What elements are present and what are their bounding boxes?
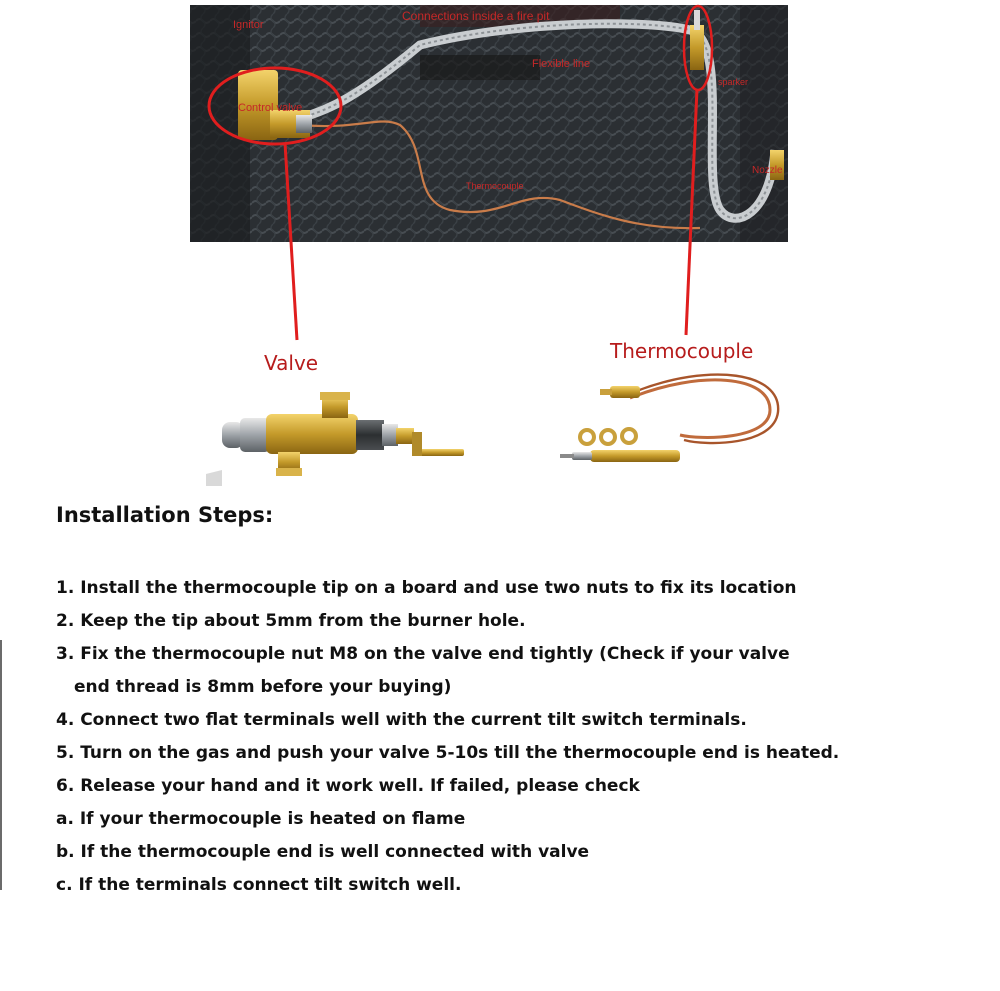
check-item: c. If the terminals connect tilt switch well. [56,875,462,895]
step-item: 1. Install the thermocouple tip on a board and use two nuts to fix its location [56,578,797,598]
installation-steps-list [56,572,839,902]
connections-label: Connections inside a fire pit [402,9,550,23]
step-item: 4. Connect two flat terminals well with the current tilt switch terminals. [56,710,747,730]
step-item: 5. Turn on the gas and push your valve 5-10s till the thermocouple end is heated. [56,743,840,763]
valve-callout: Valve [264,351,319,375]
thermocouple-product-image [560,375,778,462]
left-edge-bar [0,640,2,890]
fire-pit-photo [190,5,788,242]
flexible-line-label: Flexible line [532,58,591,70]
installation-heading: Installation Steps: [56,503,274,527]
control-valve-label: Control valve [238,102,303,114]
step-item: 2. Keep the tip about 5mm from the burner hole. [56,611,526,631]
check-item: a. If your thermocouple is heated on flame [56,809,466,829]
check-item: b. If the thermocouple end is well connected with valve [56,842,590,862]
step-item-continuation: end thread is 8mm before your buying) [74,677,452,697]
thermocouple-photo-label: Thermocouple [466,181,524,191]
nozzle-label: Nozzle [752,165,783,176]
step-item: 6. Release your hand and it work well. If failed, please check [56,776,640,796]
step-item: 3. Fix the thermocouple nut M8 on the valve end tightly (Check if your valve [56,644,790,664]
ignitor-label: Ignitor [233,19,264,31]
valve-product-image [206,392,464,486]
thermocouple-callout: Thermocouple [610,339,754,363]
sparker-label: sparker [718,77,749,87]
